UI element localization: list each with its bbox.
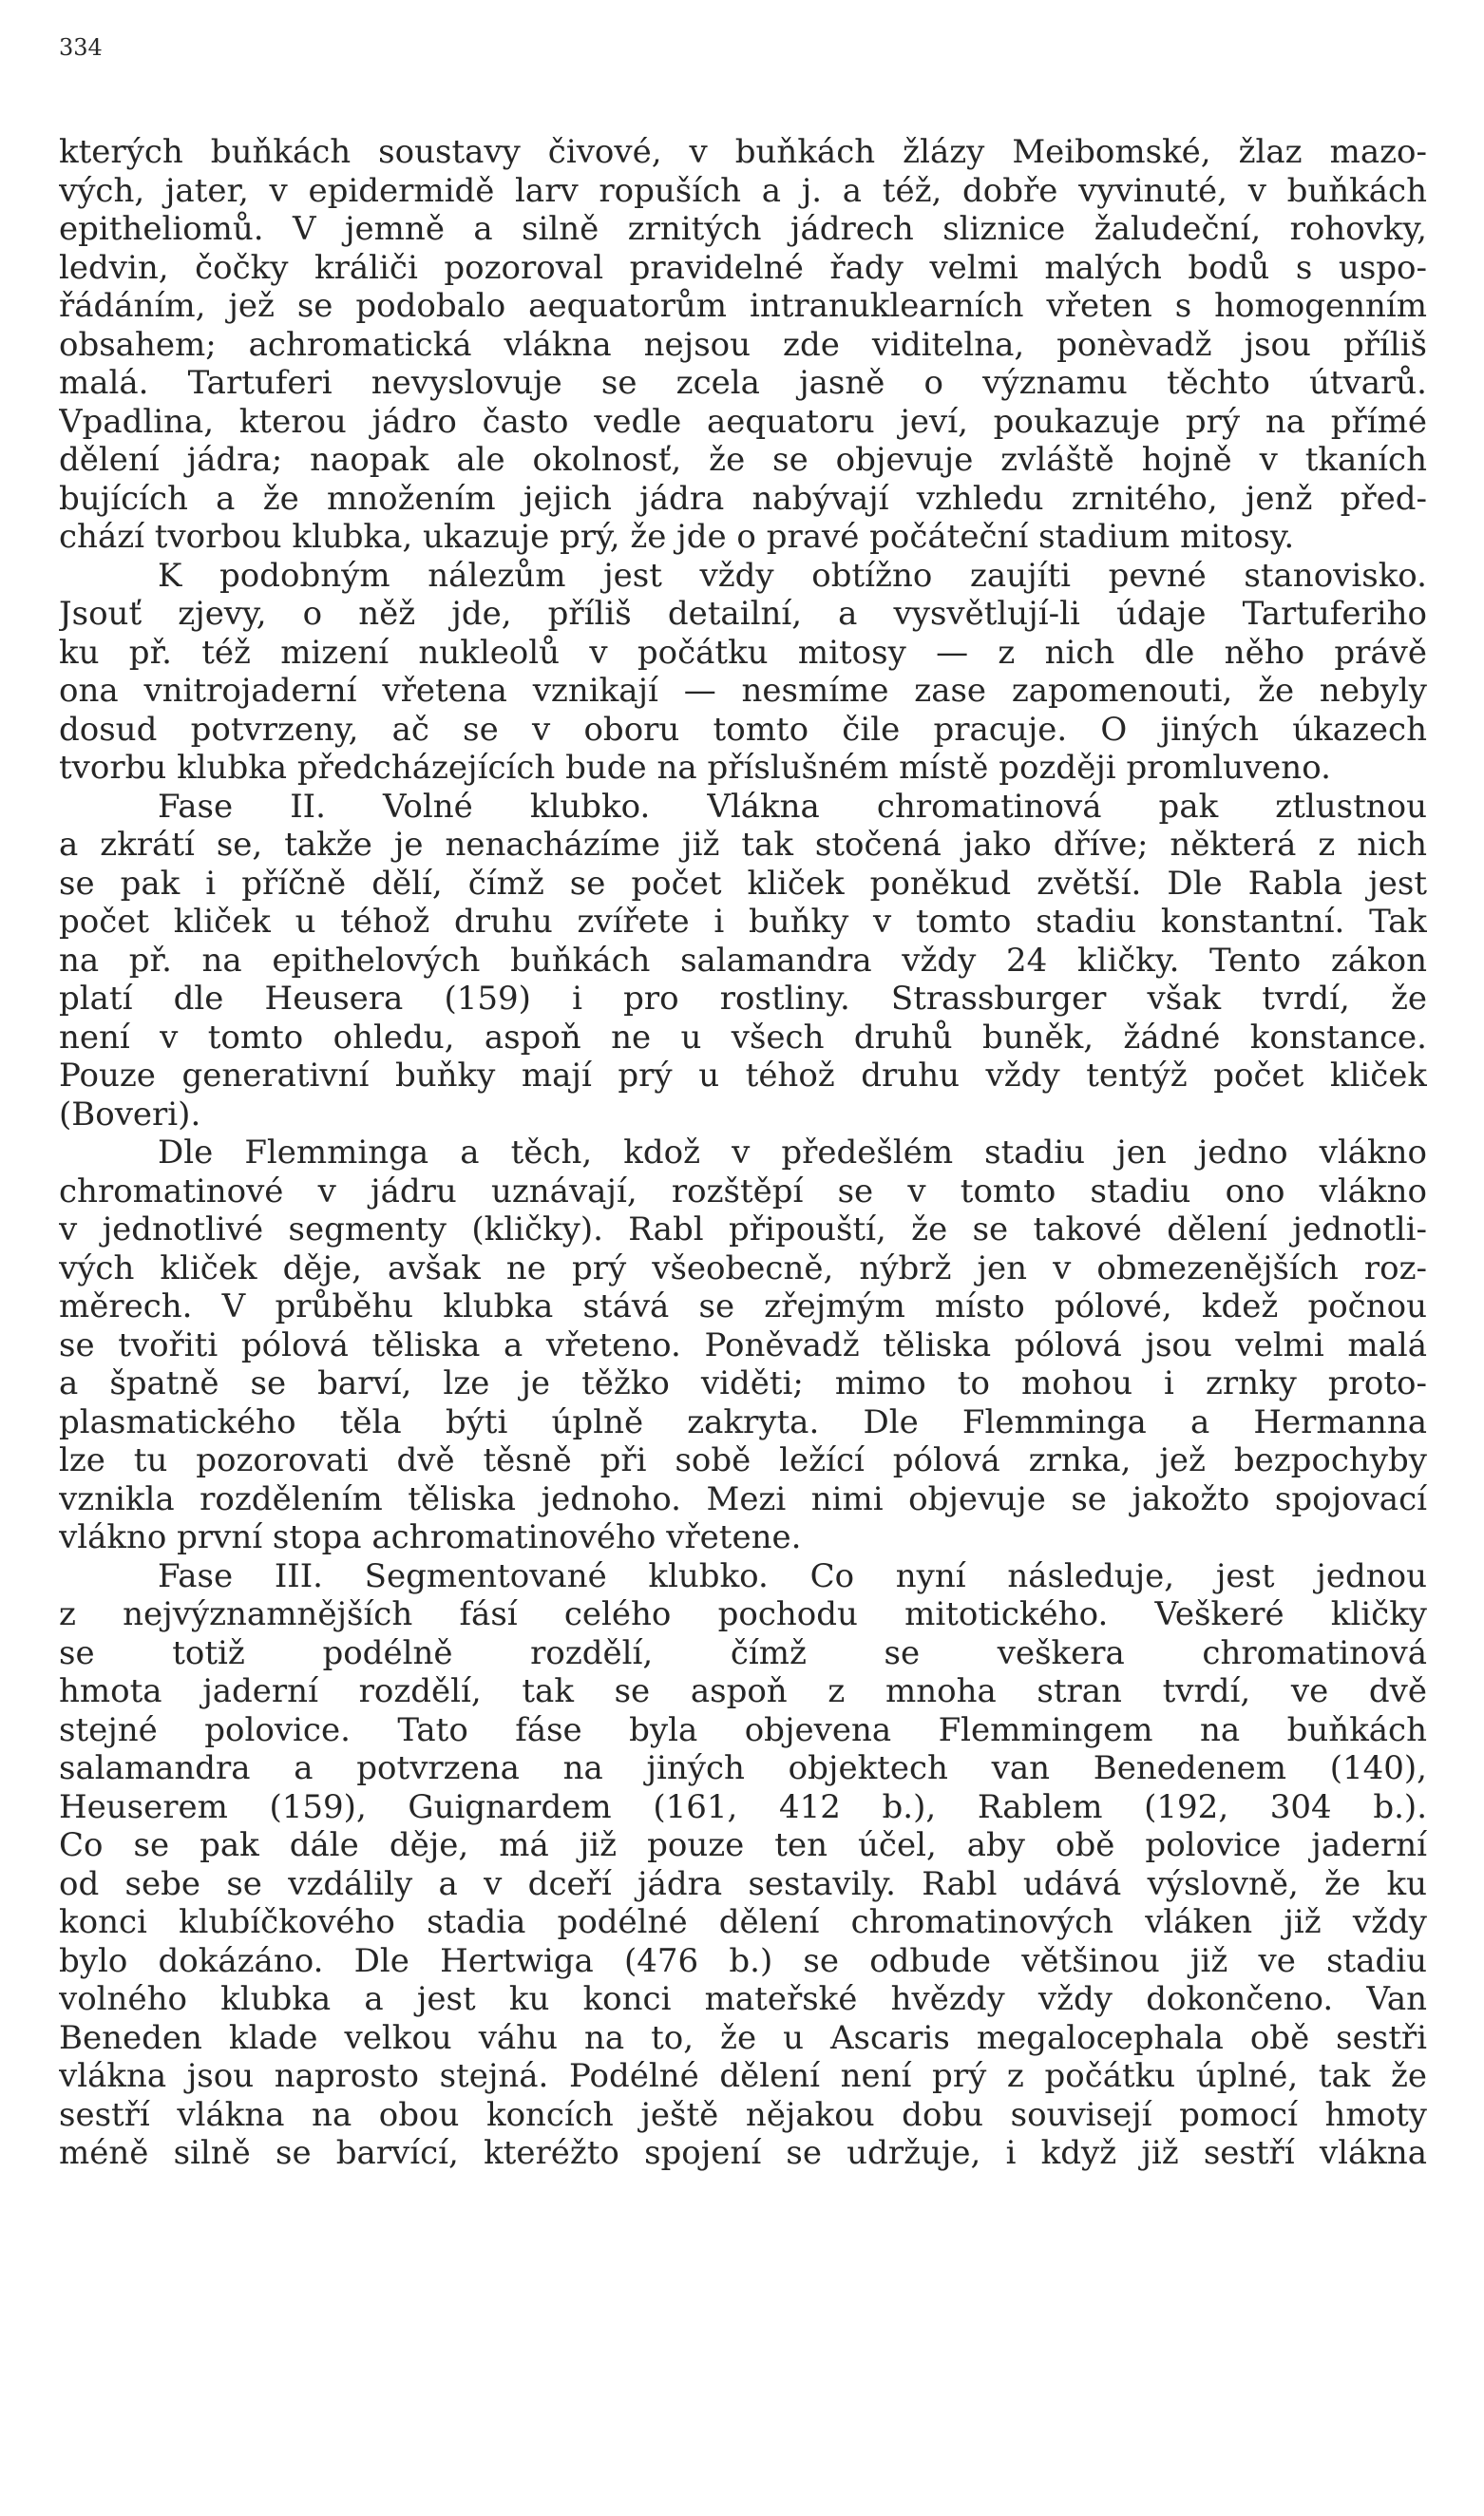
text-line: Heuserem (159), Guignardem (161, 412 b.), Rablem (192, 304 b.).	[59, 1787, 1427, 1826]
text-line: Dle Flemminga a těch, kdož v předešlém stadiu jen jedno vlákno	[158, 1134, 1427, 1172]
text-line: není v tomto ohledu, aspoň ne u všech druhů buněk, žádné konstance.	[59, 1018, 1427, 1057]
text-line: stejné polovice. Tato fáse byla objevena Flemmingem na buňkách	[59, 1710, 1427, 1749]
text-line: z nejvýznamnějších fásí celého pochodu mitotického. Veškeré kličky	[59, 1595, 1427, 1633]
text-line: se pak i příčně dělí, čímž se počet kliček poněkud zvětší. Dle Rabla jest	[59, 864, 1427, 903]
text-line: Vpadlina, kterou jádro často vedle aequatoru jeví, poukazuje prý na přímé	[59, 402, 1427, 441]
text-line: bujících a že množením jejich jádra nabývají vzhledu zrnitého, jenž před-	[59, 479, 1427, 518]
text-line: plasmatického těla býti úplně zakryta. Dle Flemminga a Hermanna	[59, 1402, 1427, 1441]
text-line: vých kliček děje, avšak ne prý všeobecně, nýbrž jen v obmezenějších roz-	[59, 1248, 1427, 1287]
text-line: vých, jater, v epidermidě larv ropuších a j. a též, dobře vyvinuté, v buňkách	[59, 171, 1427, 210]
text-line: vlákna jsou naprosto stejná. Podélné dělení není prý z počátku úplné, tak že	[59, 2057, 1427, 2095]
text-line: ku př. též mizení nukleolů v počátku mitosy — z nich dle něho právě	[59, 633, 1427, 672]
text-line: řádáním, jež se podobalo aequatorům intranuklearních vřeten s homogenním	[59, 287, 1427, 325]
text-line: Jsouť zjevy, o něž jde, příliš detailní, a vysvětlují-li údaje Tartuferiho	[59, 595, 1427, 633]
text-line: vznikla rozdělením těliska jednoho. Mezi nimi objevuje se jakožto spojovací	[59, 1479, 1427, 1518]
text-line: sestří vlákna na obou koncích ještě nějakou dobu souvisejí pomocí hmoty	[59, 2095, 1427, 2134]
text-line: se tvořiti pólová těliska a vřeteno. Poněvadž těliska pólová jsou velmi malá	[59, 1325, 1427, 1364]
text-line: od sebe se vzdálily a v dceří jádra sestavily. Rabl udává výslovně, že ku	[59, 1864, 1427, 1903]
text-line: platí dle Heusera (159) i pro rostliny. Strassburger však tvrdí, že	[59, 980, 1427, 1018]
text-line: Fase III. Segmentované klubko. Co nyní následuje, jest jednou	[158, 1556, 1427, 1595]
text-line: hmota jaderní rozdělí, tak se aspoň z mnoha stran tvrdí, ve dvě	[59, 1672, 1427, 1710]
text-line: ona vnitrojaderní vřetena vznikají — nesmíme zase zapomenouti, že nebyly	[59, 672, 1427, 710]
text-line: bylo dokázáno. Dle Hertwiga (476 b.) se odbude většinou již ve stadiu	[59, 1941, 1427, 1980]
text-line: počet kliček u téhož druhu zvířete i buňky v tomto stadiu konstantní. Tak	[59, 903, 1427, 941]
text-line: na př. na epithelových buňkách salamandra vždy 24 kličky. Tento zákon	[59, 941, 1427, 980]
text-line: lze tu pozorovati dvě těsně při sobě ležící pólová zrnka, jež bezpochyby	[59, 1441, 1427, 1479]
text-line: v jednotlivé segmenty (kličky). Rabl připouští, že se takové dělení jednotli-	[59, 1210, 1427, 1248]
text-line: chromatinové v jádru uznávají, rozštěpí se v tomto stadiu ono vlákno	[59, 1172, 1427, 1210]
text-line: tvorbu klubka předcházejících bude na příslušném místě později promluveno.	[59, 749, 1331, 787]
page-number: 334	[59, 34, 103, 61]
text-line: kterých buňkách soustavy čivové, v buňkách žlázy Meibomské, žlaz mazo-	[59, 133, 1427, 171]
text-line: malá. Tartuferi nevyslovuje se zcela jasně o významu těchto útvarů.	[59, 364, 1427, 402]
text-line: měrech. V průběhu klubka stává se zřejmým místo pólové, kdež počnou	[59, 1287, 1427, 1325]
text-line: se totiž podélně rozdělí, čímž se veškera chromatinová	[59, 1633, 1427, 1672]
text-line: vlákno první stopa achromatinového vřetene.	[59, 1518, 802, 1556]
text-line: Fase II. Volné klubko. Vlákna chromatinová pak ztlustnou	[158, 787, 1427, 826]
text-line: Pouze generativní buňky mají prý u téhož druhu vždy tentýž počet kliček	[59, 1057, 1427, 1095]
text-line: méně silně se barvící, kteréžto spojení se udržuje, i když již sestří vlákna	[59, 2134, 1427, 2172]
text-line: dělení jádra; naopak ale okolnosť, že se objevuje zvláště hojně v tkaních	[59, 441, 1427, 479]
text-line: ledvin, čočky králiči pozoroval pravidelné řady velmi malých bodů s uspo-	[59, 248, 1427, 287]
text-line: (Boveri).	[59, 1095, 201, 1134]
text-line: Co se pak dále děje, má již pouze ten účel, aby obě polovice jaderní	[59, 1826, 1427, 1864]
body-text	[59, 133, 1427, 2173]
text-line: a zkrátí se, takže je nenacházíme již tak stočená jako dříve; některá z nich	[59, 826, 1427, 864]
text-line: epitheliomů. V jemně a silně zrnitých jádrech sliznice žaludeční, rohovky,	[59, 210, 1427, 248]
text-line: K podobným nálezům jest vždy obtížno zaujíti pevné stanovisko.	[158, 556, 1427, 595]
text-line: volného klubka a jest ku konci mateřské hvězdy vždy dokončeno. Van	[59, 1980, 1427, 2018]
text-line: dosud potvrzeny, ač se v oboru tomto čile pracuje. O jiných úkazech	[59, 710, 1427, 749]
text-line: konci klubíčkového stadia podélné dělení chromatinových vláken již vždy	[59, 1903, 1427, 1941]
text-line: salamandra a potvrzena na jiných objektech van Benedenem (140),	[59, 1749, 1427, 1787]
text-line: obsahem; achromatická vlákna nejsou zde viditelna, ponèvadž jsou příliš	[59, 325, 1427, 364]
text-line: a špatně se barví, lze je těžko viděti; mimo to mohou i zrnky proto-	[59, 1364, 1427, 1402]
text-line: Beneden klade velkou váhu na to, že u Ascaris megalocephala obě sestři	[59, 2018, 1427, 2057]
text-line: chází tvorbou klubka, ukazuje prý, že jde o pravé počáteční stadium mitosy.	[59, 518, 1295, 556]
